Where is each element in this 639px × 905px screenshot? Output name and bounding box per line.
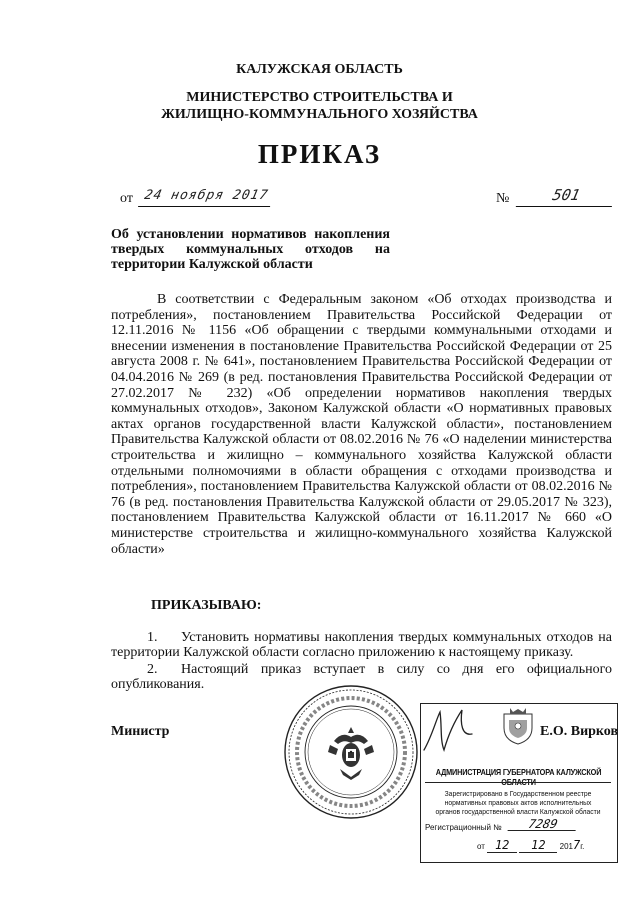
number-value: 501 <box>516 186 616 207</box>
ministry-name <box>0 89 639 123</box>
order-heading: ПРИКАЗЫВАЮ: <box>151 598 262 613</box>
number-label: № <box>496 191 510 206</box>
date-value: 24 ноября 2017 <box>138 188 274 207</box>
date-label: от <box>120 191 133 206</box>
stamp-date-year-prefix: 201 <box>559 842 573 851</box>
stamp-date-year-suffix: 7 <box>573 838 581 852</box>
signer-position: Министр <box>111 724 170 739</box>
order-item-text: Настоящий приказ вступает в силу со дня его официального опубликования. <box>111 662 612 692</box>
registration-stamp <box>420 703 618 863</box>
ministry-line-2: ЖИЛИЩНО-КОММУНАЛЬНОГО ХОЗЯЙСТВА <box>161 107 478 122</box>
stamp-date-day: 12 <box>487 838 517 853</box>
stamp-date <box>477 838 585 853</box>
order-item-number: 2. <box>147 662 158 677</box>
stamp-title: АДМИНИСТРАЦИЯ ГУБЕРНАТОРА КАЛУЖСКОЙ ОБЛАСТИ <box>435 767 602 787</box>
order-item-1 <box>111 630 612 660</box>
stamp-date-label: от <box>477 842 485 851</box>
signer-name: Е.О. Вирков <box>540 724 619 739</box>
stamp-registration-text: Зарегистрировано в Государственном реестре нормативных правовых актов исполнительных органов государственной власти Калужской области <box>435 789 601 816</box>
ministry-line-1: МИНИСТЕРСТВО СТРОИТЕЛЬСТВА И <box>186 90 453 105</box>
stamp-reg-number-value: 7289 <box>508 817 579 831</box>
stamp-reg-number-label: Регистрационный № <box>425 823 502 832</box>
stamp-date-month: 12 <box>519 838 557 853</box>
document-subject: Об установлении нормативов накопления твердых коммунальных отходов на территории Калужской области <box>111 227 390 272</box>
official-seal-icon <box>282 683 420 821</box>
document-type: ПРИКАЗ <box>257 139 382 169</box>
region-name: КАЛУЖСКАЯ ОБЛАСТЬ <box>236 62 403 77</box>
stamp-divider <box>425 782 611 783</box>
stamp-date-year-end: г. <box>580 842 585 851</box>
order-item-text: Установить нормативы накопления твердых коммунальных отходов на территории Калужской области согласно приложению к настоящему приказу. <box>111 630 612 660</box>
preamble-paragraph: В соответствии с Федеральным законом «Об отходах производства и потребления», постановлением Правительства Российской Федерации от 12.11.2016 № 1156 «Об обращении с твердыми коммунальными отходами и внесении изменения в постановление Правительства Российской Федерации от 25 августа 2008 г. № 641», постановлением Правительства Российской Федерации от 04.04.2016 № 269 (в ред. постановления Правительства Российской Федерации от 27.02.2017 № 232) «Об определении нормативов накопления твердых коммунальных отходов», Законом Калужской области «О нормативных правовых актах органов государственной власти Калужской области», постановлением Правительства Калужской области от 08.02.2016 № 76 «О наделении министерства строительства и жилищно – коммунального хозяйства Калужской области отдельными полномочиями в области обращения с отходами производства и потребления», постановлением Правительства Калужской области от 08.02.2016 № 76 (в ред. постановления Правительства Калужской области от 29.05.2017 № 323), постановлением Правительства Калужской области от 16.11.2017 № 660 «О министерстве строительства и жилищно-коммунального хозяйства Калужской области» <box>111 292 612 557</box>
order-item-number: 1. <box>147 630 158 645</box>
